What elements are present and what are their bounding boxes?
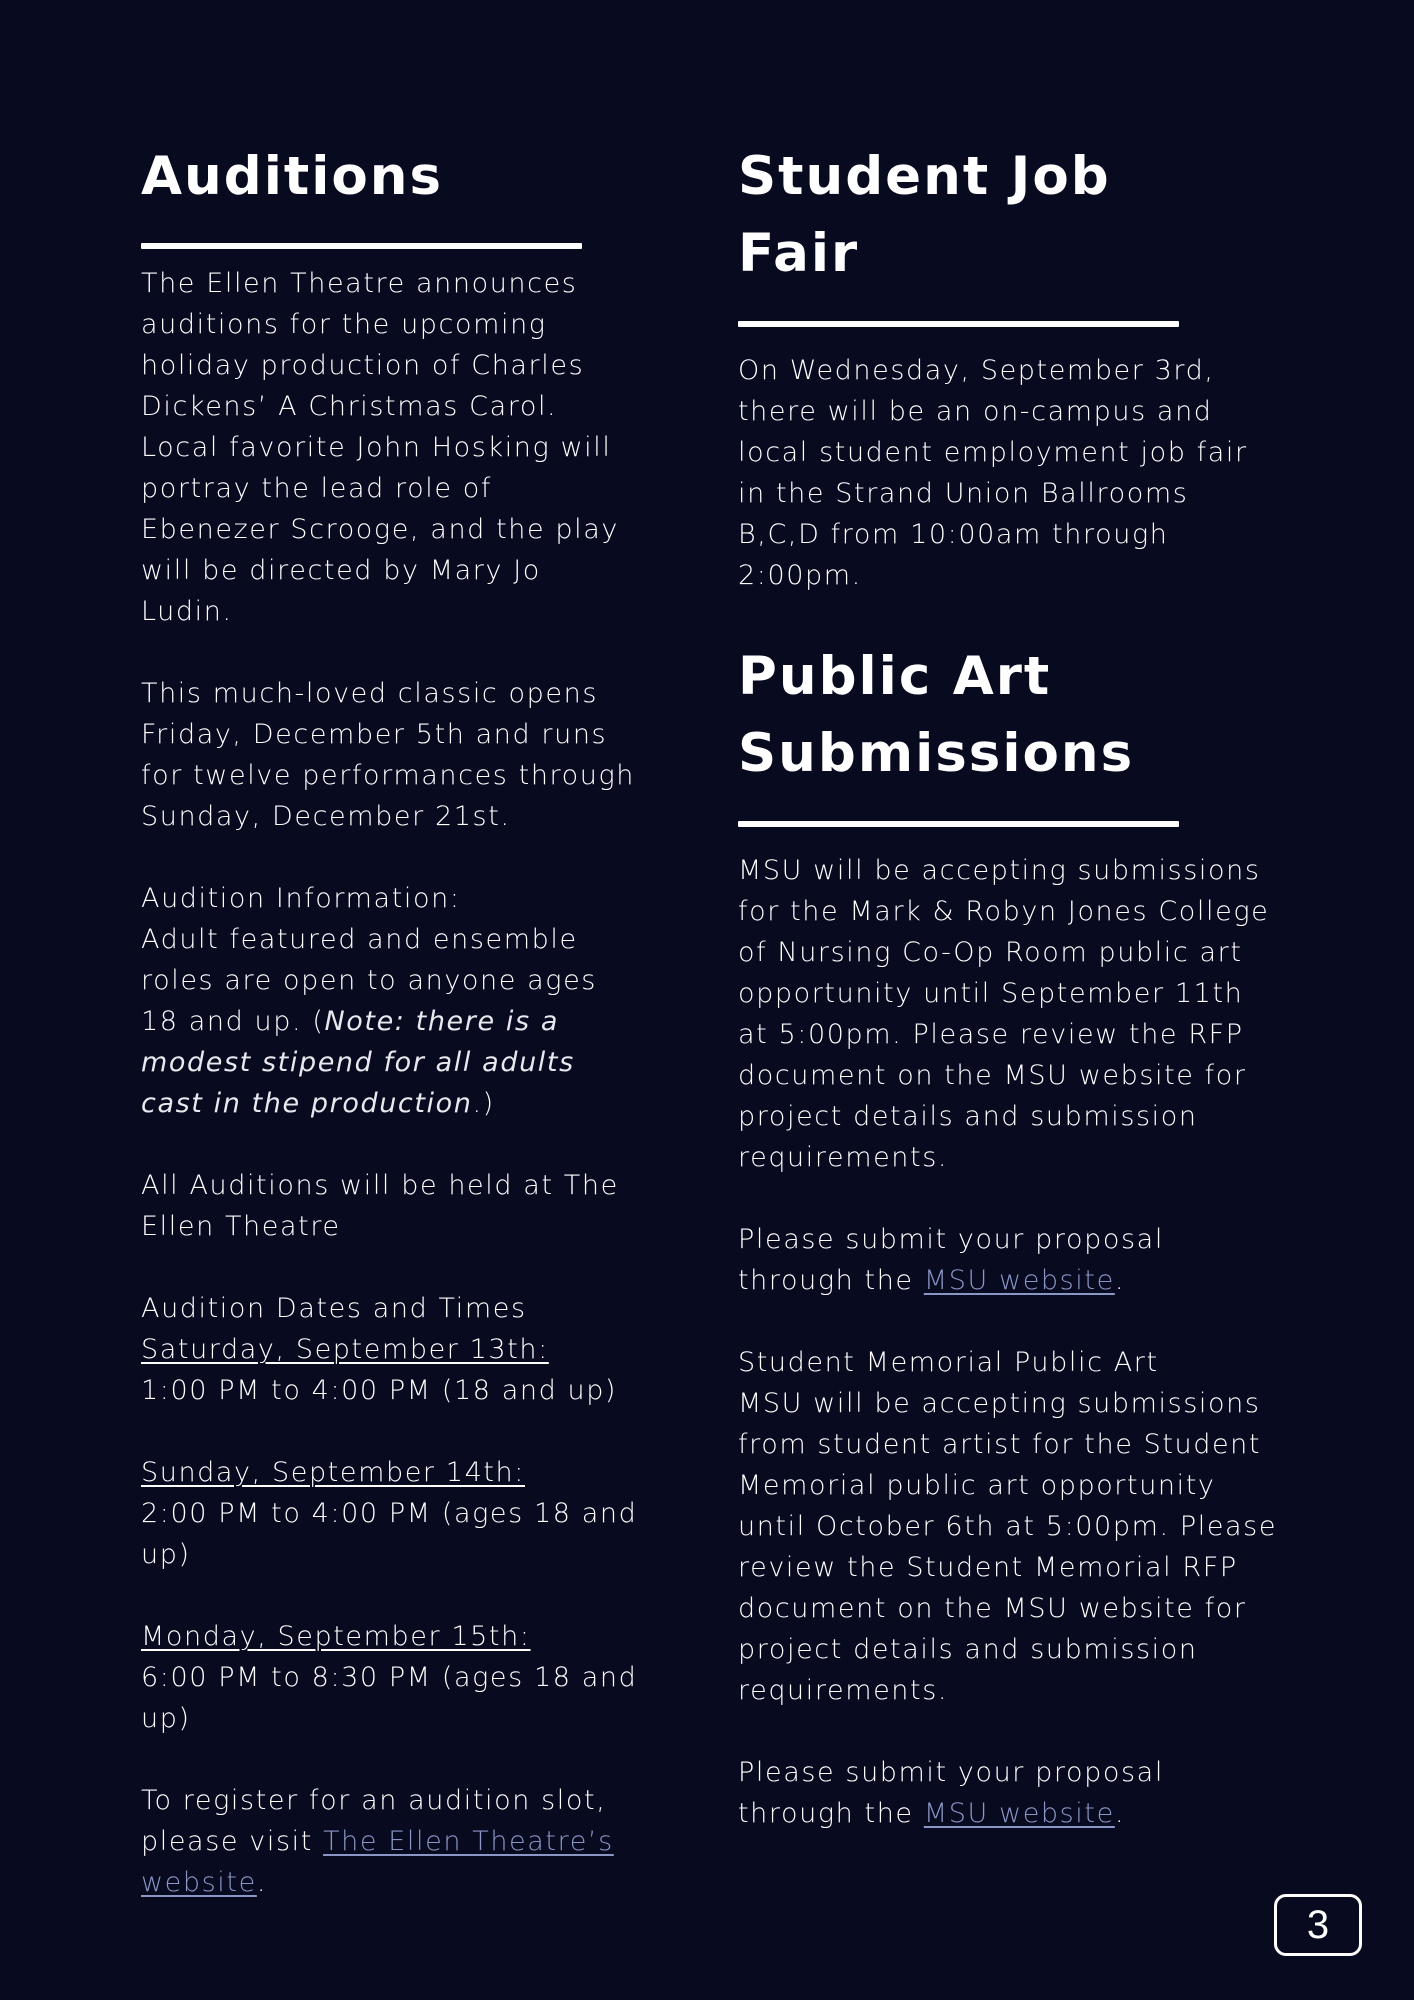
job-fair-body: On Wednesday, September 3rd, there will be an on-campus and local student employment job fair in the Strand Union Ballrooms B,C,D from 10:00am through 2:00pm. (738, 355, 1248, 591)
audition-date-time: 1:00 PM to 4:00 PM (18 and up) (141, 1375, 618, 1406)
public-art-body (738, 850, 1278, 1834)
audition-date-day: Saturday, September 13th: (141, 1334, 549, 1365)
audition-date-day: Monday, September 15th: (141, 1621, 531, 1652)
job-fair-title-rule (738, 321, 1179, 327)
msu-website-link[interactable]: MSU website (923, 1265, 1115, 1296)
public-art-title-rule (738, 821, 1179, 827)
public-art-submit: Please submit your proposal through the MSU website. (738, 1224, 1164, 1296)
auditions-intro: The Ellen Theatre announces auditions for the upcoming holiday production of Charles Dickens’ A Christmas Carol. Local favorite John Hosking will portray the lead role of Ebenezer Scrooge, and the play will be directed by Mary Jo Ludin. (141, 268, 619, 627)
right-column (738, 0, 1278, 1834)
auditions-title: Auditions (141, 146, 444, 207)
job-fair-title: Student Job Fair (738, 146, 1111, 284)
audition-date-time: 6:00 PM to 8:30 PM (ages 18 and up) (141, 1662, 638, 1734)
audition-dates-heading: Audition Dates and Times (141, 1293, 527, 1324)
audition-location: All Auditions will be held at The Ellen Theatre (141, 1170, 619, 1242)
memorial-submit: Please submit your proposal through the MSU website. (738, 1757, 1164, 1829)
auditions-title-rule (141, 243, 582, 249)
audition-date-day: Sunday, September 14th: (141, 1457, 525, 1488)
memorial-heading: Student Memorial Public Art (738, 1347, 1159, 1378)
auditions-run-info: This much-loved classic opens Friday, December 5th and runs for twelve performances through Sunday, December 21st. (141, 678, 635, 832)
msu-website-link[interactable]: MSU website (923, 1798, 1115, 1829)
audition-info-text: Adult featured and ensemble roles are open to anyone ages 18 and up. (Note: there is a modest stipend for all adults cast in the production.) (141, 924, 597, 1119)
auditions-column (141, 0, 641, 1903)
audition-register: To register for an audition slot, please visit The Ellen Theatre’s website. (141, 1785, 614, 1898)
auditions-body (141, 263, 641, 1903)
public-art-title: Public Art Submissions (738, 646, 1135, 784)
ellen-theatre-website-link[interactable]: The Ellen Theatre’s website (141, 1826, 614, 1898)
public-art-description: MSU will be accepting submissions for the Mark & Robyn Jones College of Nursing Co-Op Room public art opportunity until September 11th at 5:00pm. Please review the RFP document on the MSU website for project details and submission requirements. (738, 855, 1270, 1173)
memorial-description: MSU will be accepting submissions from student artist for the Student Memorial public art opportunity until October 6th at 5:00pm. Please review the Student Memorial RFP document on the MSU website for project details and submission requirements. (738, 1388, 1278, 1706)
audition-info-heading: Audition Information: (141, 883, 461, 914)
page-number-badge: 3 (1274, 1894, 1362, 1956)
audition-date-time: 2:00 PM to 4:00 PM (ages 18 and up) (141, 1498, 638, 1570)
stipend-note: Note: there is a modest stipend for all adults cast in the production (141, 1006, 575, 1119)
